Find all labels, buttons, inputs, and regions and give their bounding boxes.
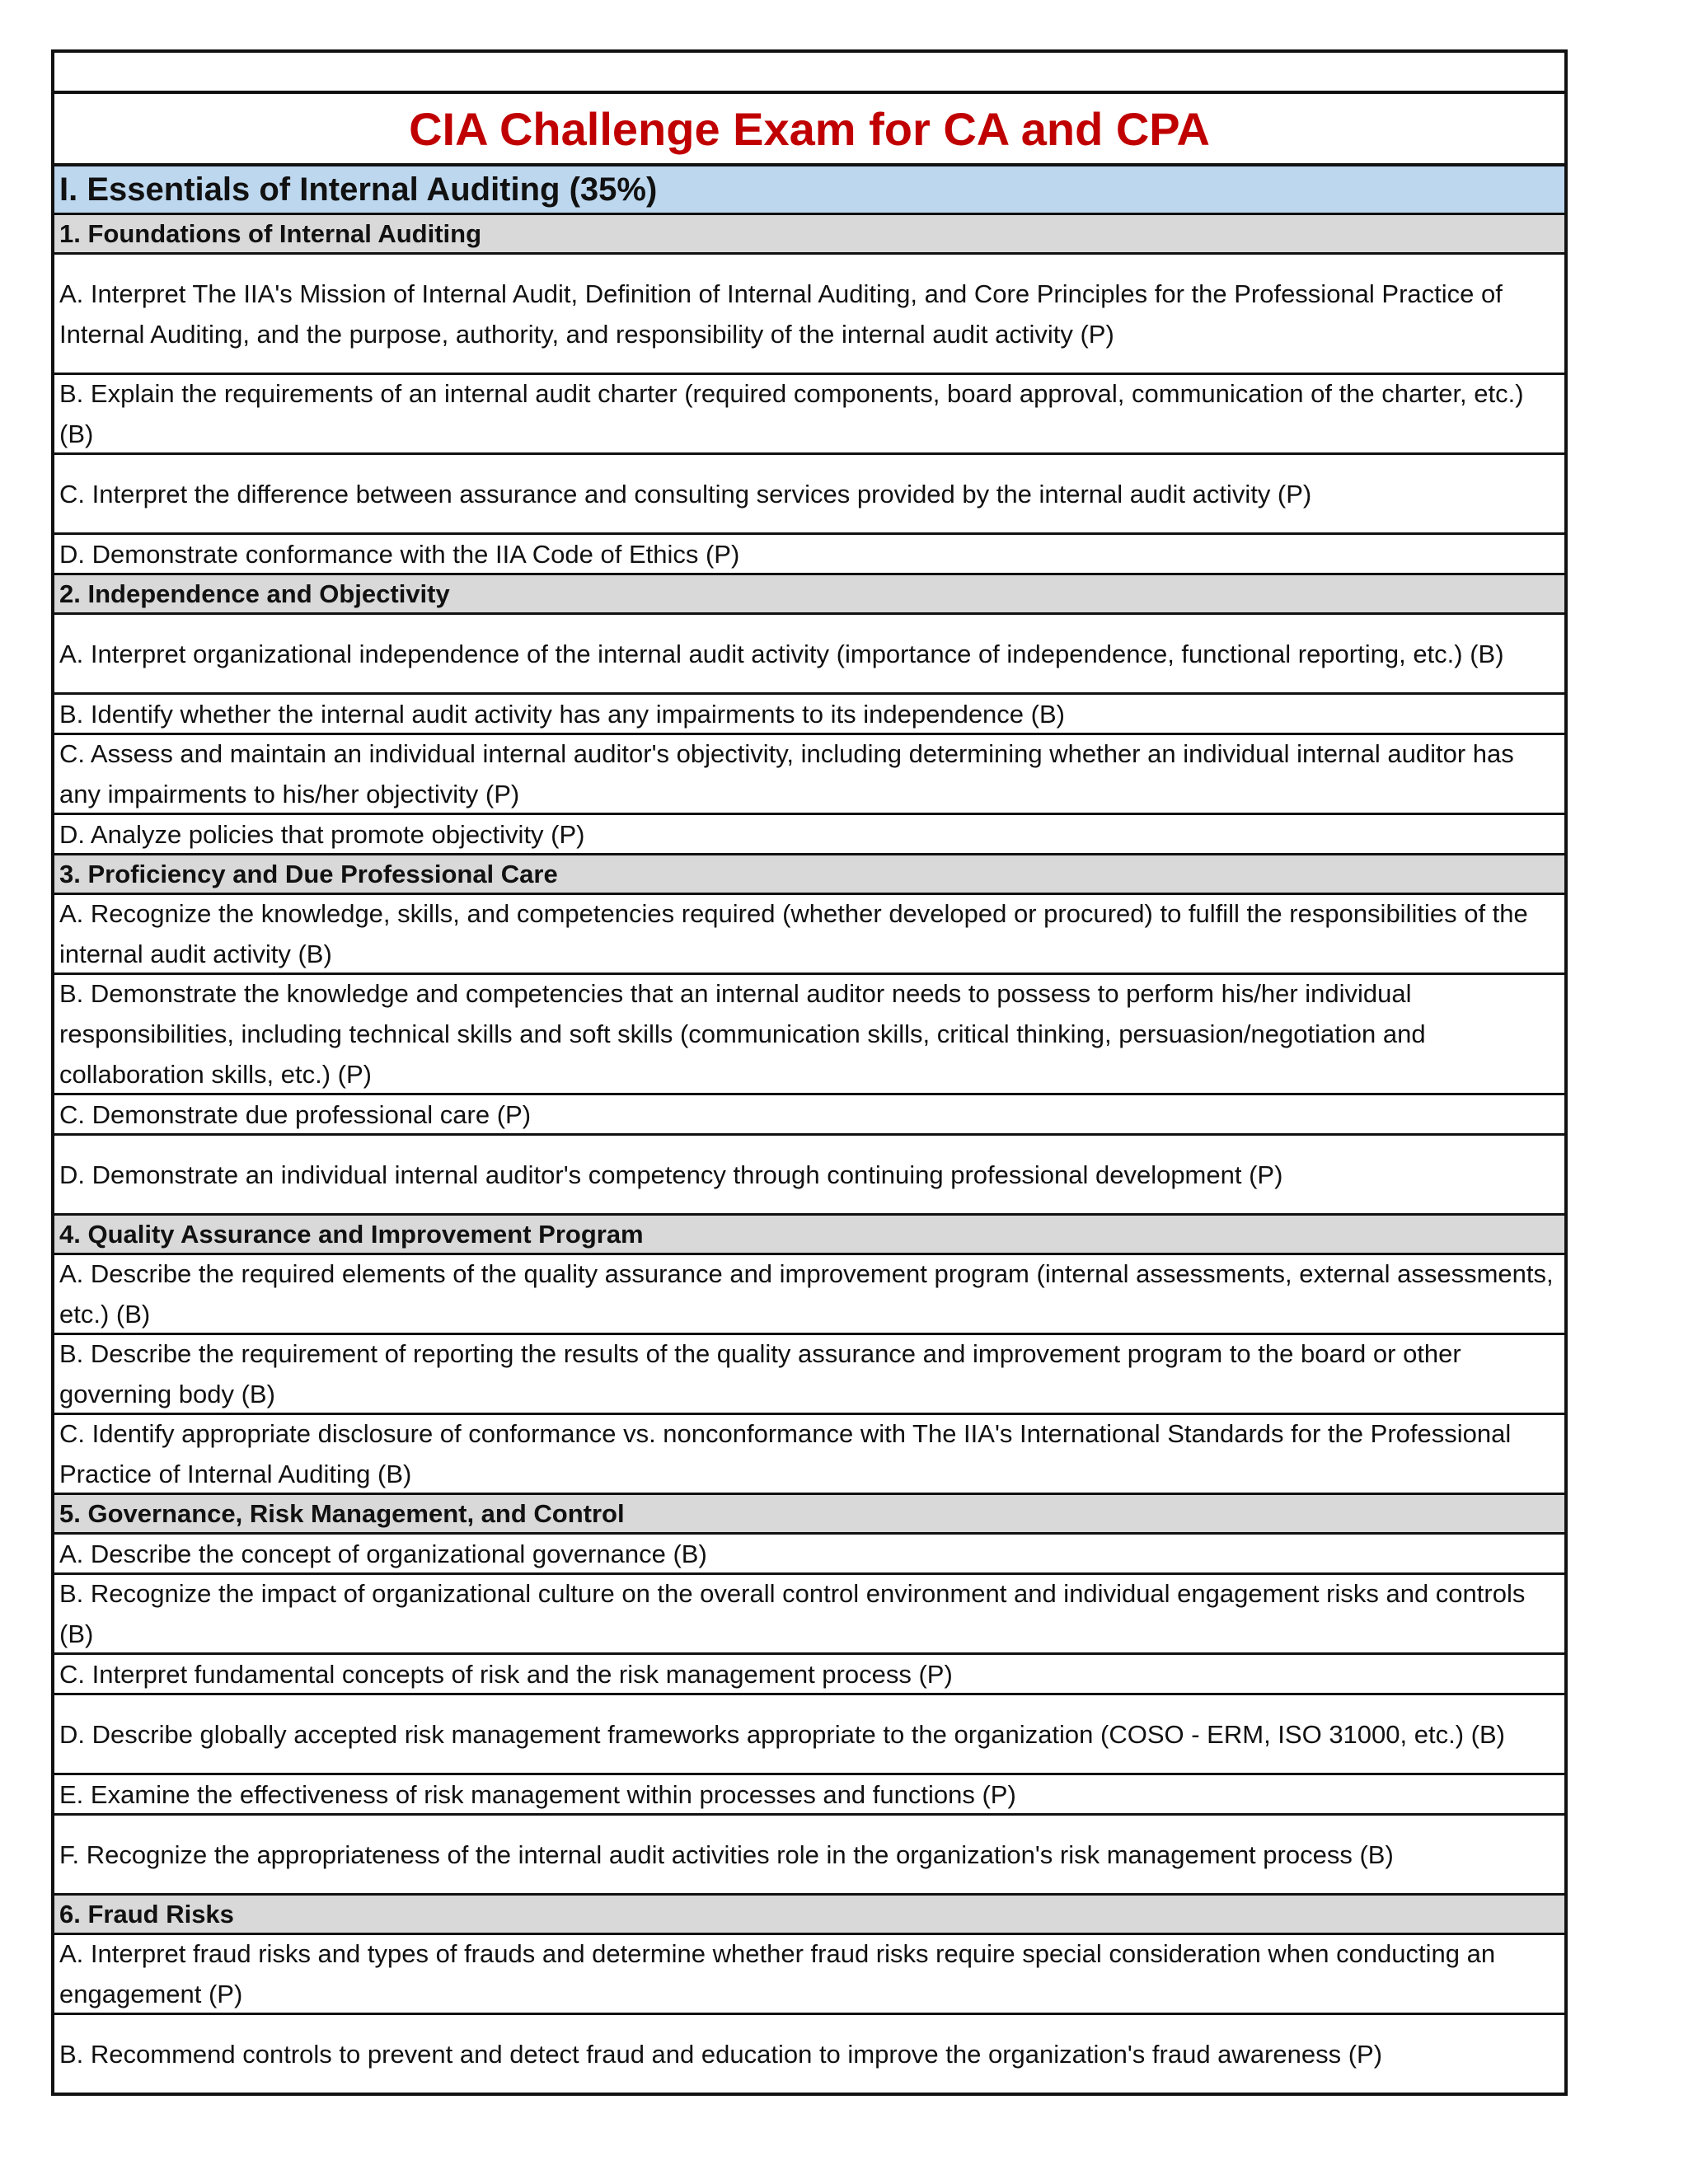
table-row bbox=[54, 1572, 1564, 1652]
empty-header-row bbox=[54, 49, 1564, 91]
section-heading-row bbox=[54, 1893, 1564, 1933]
requirement-text: C. Demonstrate due professional care (P) bbox=[59, 1099, 532, 1129]
table-row bbox=[54, 893, 1564, 972]
section-heading-row bbox=[54, 213, 1564, 252]
title-row bbox=[54, 91, 1564, 163]
table-row bbox=[54, 1773, 1564, 1813]
table-row bbox=[54, 733, 1564, 813]
requirement-text: E. Examine the effectiveness of risk management within processes and functions (P) bbox=[59, 1779, 1016, 1809]
part-heading-row bbox=[54, 163, 1564, 213]
requirement-text: B. Recommend controls to prevent and detect fraud and education to improve the organization's fraud awareness (P) bbox=[59, 2039, 1383, 2069]
table-row bbox=[54, 1413, 1564, 1493]
part-heading: I. Essentials of Internal Auditing (35%) bbox=[59, 171, 658, 208]
requirement-text: D. Describe globally accepted risk management frameworks appropriate to the organization (COSO - ERM, ISO 31000, etc.) (B) bbox=[59, 1719, 1505, 1749]
requirement-text: D. Analyze policies that promote objectivity (P) bbox=[59, 819, 585, 849]
table-row bbox=[54, 1253, 1564, 1333]
requirement-text: A. Interpret The IIA's Mission of Internal Audit, Definition of Internal Auditing, and Core Principles for the Professional Practice of Internal Auditing, and the purpose, authority, and responsibility of the internal audit activity (P) bbox=[59, 279, 1503, 349]
section-heading: 6. Fraud Risks bbox=[59, 1899, 234, 1929]
requirement-text: B. Demonstrate the knowledge and competencies that an internal auditor needs to possess to perform his/her individual responsibilities, including technical skills and soft skills (communication skills, critical thinking, persuasion/negotiation and collaboration skills, etc.) (P) bbox=[59, 979, 1426, 1089]
requirement-text: B. Identify whether the internal audit activity has any impairments to its independence (B) bbox=[59, 699, 1065, 729]
table-row bbox=[54, 692, 1564, 733]
requirement-text: C. Interpret the difference between assurance and consulting services provided by the internal audit activity (P) bbox=[59, 479, 1312, 509]
section-heading-row bbox=[54, 853, 1564, 893]
section-heading-row bbox=[54, 573, 1564, 612]
requirement-text: A. Describe the required elements of the quality assurance and improvement program (internal assessments, external assessments, etc.) (B) bbox=[59, 1259, 1554, 1329]
table-row bbox=[54, 452, 1564, 532]
syllabus-sheet bbox=[51, 49, 1568, 2096]
table-row bbox=[54, 252, 1564, 373]
table-row bbox=[54, 612, 1564, 692]
requirement-text: D. Demonstrate an individual internal auditor's competency through continuing professional development (P) bbox=[59, 1160, 1283, 1189]
table-row bbox=[54, 1333, 1564, 1413]
section-heading-row bbox=[54, 1213, 1564, 1253]
table-row bbox=[54, 972, 1564, 1093]
requirement-text: B. Explain the requirements of an internal audit charter (required components, board approval, communication of the charter, etc.) (B) bbox=[59, 379, 1524, 448]
table-row bbox=[54, 1652, 1564, 1693]
table-row bbox=[54, 1093, 1564, 1133]
table-row bbox=[54, 1133, 1564, 1213]
requirement-text: C. Interpret fundamental concepts of risk and the risk management process (P) bbox=[59, 1659, 953, 1689]
requirement-text: C. Identify appropriate disclosure of conformance vs. nonconformance with The IIA's International Standards for the Professional Practice of Internal Auditing (B) bbox=[59, 1419, 1512, 1488]
table-row bbox=[54, 1693, 1564, 1773]
table-row bbox=[54, 532, 1564, 573]
requirement-text: A. Interpret organizational independence of the internal audit activity (importance of independence, functional reporting, etc.) (B) bbox=[59, 639, 1504, 668]
requirement-text: D. Demonstrate conformance with the IIA Code of Ethics (P) bbox=[59, 539, 740, 569]
section-heading: 3. Proficiency and Due Professional Care bbox=[59, 859, 558, 888]
page-title: CIA Challenge Exam for CA and CPA bbox=[409, 102, 1210, 155]
section-heading: 2. Independence and Objectivity bbox=[59, 579, 450, 608]
requirement-text: A. Interpret fraud risks and types of frauds and determine whether fraud risks require special consideration when conducting an engagement (P) bbox=[59, 1939, 1496, 2008]
requirement-text: B. Describe the requirement of reporting the results of the quality assurance and improvement program to the board or other governing body (B) bbox=[59, 1339, 1461, 1408]
table-row bbox=[54, 1532, 1564, 1572]
section-heading-row bbox=[54, 1493, 1564, 1532]
requirement-text: F. Recognize the appropriateness of the internal audit activities role in the organization's risk management process (B) bbox=[59, 1840, 1394, 1869]
section-heading: 4. Quality Assurance and Improvement Program bbox=[59, 1219, 644, 1249]
table-row bbox=[54, 1813, 1564, 1893]
section-heading: 5. Governance, Risk Management, and Control bbox=[59, 1498, 625, 1528]
requirement-text: C. Assess and maintain an individual internal auditor's objectivity, including determining whether an individual internal auditor has any impairments to his/her objectivity (P) bbox=[59, 739, 1514, 808]
requirement-text: B. Recognize the impact of organizational culture on the overall control environment and individual engagement risks and controls (B) bbox=[59, 1579, 1526, 1648]
table-row bbox=[54, 1933, 1564, 2013]
table-row bbox=[54, 373, 1564, 452]
requirement-text: A. Recognize the knowledge, skills, and competencies required (whether developed or procured) to fulfill the responsibilities of the internal audit activity (B) bbox=[59, 899, 1528, 968]
section-heading: 1. Foundations of Internal Auditing bbox=[59, 218, 482, 248]
requirement-text: A. Describe the concept of organizational governance (B) bbox=[59, 1539, 707, 1568]
table-row bbox=[54, 813, 1564, 853]
table-row bbox=[54, 2013, 1564, 2093]
